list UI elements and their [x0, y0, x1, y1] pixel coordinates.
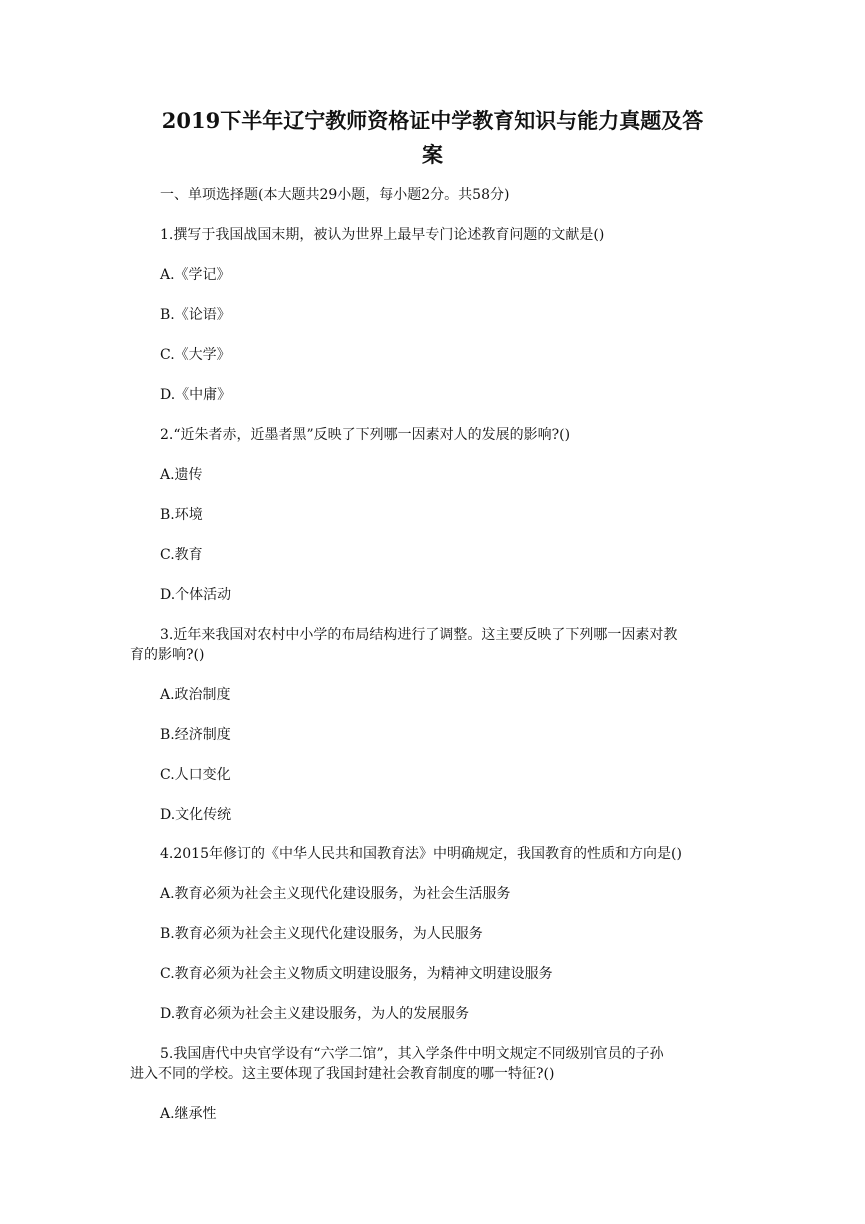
section-heading: 一、单项选择题(本大题共29小题，每小题2分。共58分): [160, 187, 510, 203]
question-4-option-d: D.教育必须为社会主义建设服务，为人的发展服务: [160, 1006, 470, 1022]
question-4-stem: 4.2015年修订的《中华人民共和国教育法》中明确规定，我国教育的性质和方向是(): [160, 846, 682, 862]
question-1-option-b: B.《论语》: [160, 307, 231, 323]
question-2-stem: 2.“近朱者赤，近墨者黑”反映了下列哪一因素对人的发展的影响?(): [160, 427, 571, 443]
document-title: [130, 104, 735, 172]
question-5-stem-line-1: 5.我国唐代中央官学设有“六学二馆”，其入学条件中明文规定不同级别官员的子孙: [160, 1046, 664, 1062]
question-2-option-b: B.环境: [160, 507, 203, 523]
question-3-option-c: C.人口变化: [160, 767, 231, 783]
question-5-stem-line-2: 进入不同的学校。这主要体现了我国封建社会教育制度的哪一特征?(): [130, 1066, 555, 1082]
question-4-option-c: C.教育必须为社会主义物质文明建设服务，为精神文明建设服务: [160, 966, 553, 982]
question-3-option-d: D.文化传统: [160, 807, 232, 823]
question-4-option-a: A.教育必须为社会主义现代化建设服务，为社会生活服务: [160, 886, 511, 902]
question-3-stem-line-2: 育的影响?(): [130, 647, 205, 663]
question-1-option-c: C.《大学》: [160, 347, 231, 363]
question-1-option-a: A.《学记》: [160, 267, 231, 283]
question-2-option-c: C.教育: [160, 547, 203, 563]
question-3-option-b: B.经济制度: [160, 727, 231, 743]
question-2-option-a: A.遗传: [160, 467, 203, 483]
question-1-stem: 1.撰写于我国战国末期，被认为世界上最早专门论述教育问题的文献是(): [160, 227, 605, 243]
question-2-option-d: D.个体活动: [160, 587, 232, 603]
title-line-2: 案: [422, 142, 443, 167]
question-3-option-a: A.政治制度: [160, 687, 231, 703]
question-3-stem-line-1: 3.近年来我国对农村中小学的布局结构进行了调整。这主要反映了下列哪一因素对教: [160, 627, 678, 643]
question-4-option-b: B.教育必须为社会主义现代化建设服务，为人民服务: [160, 926, 483, 942]
question-1-option-d: D.《中庸》: [160, 387, 232, 403]
title-line-1: 2019下半年辽宁教师资格证中学教育知识与能力真题及答: [161, 108, 704, 133]
question-5-option-a: A.继承性: [160, 1106, 217, 1122]
